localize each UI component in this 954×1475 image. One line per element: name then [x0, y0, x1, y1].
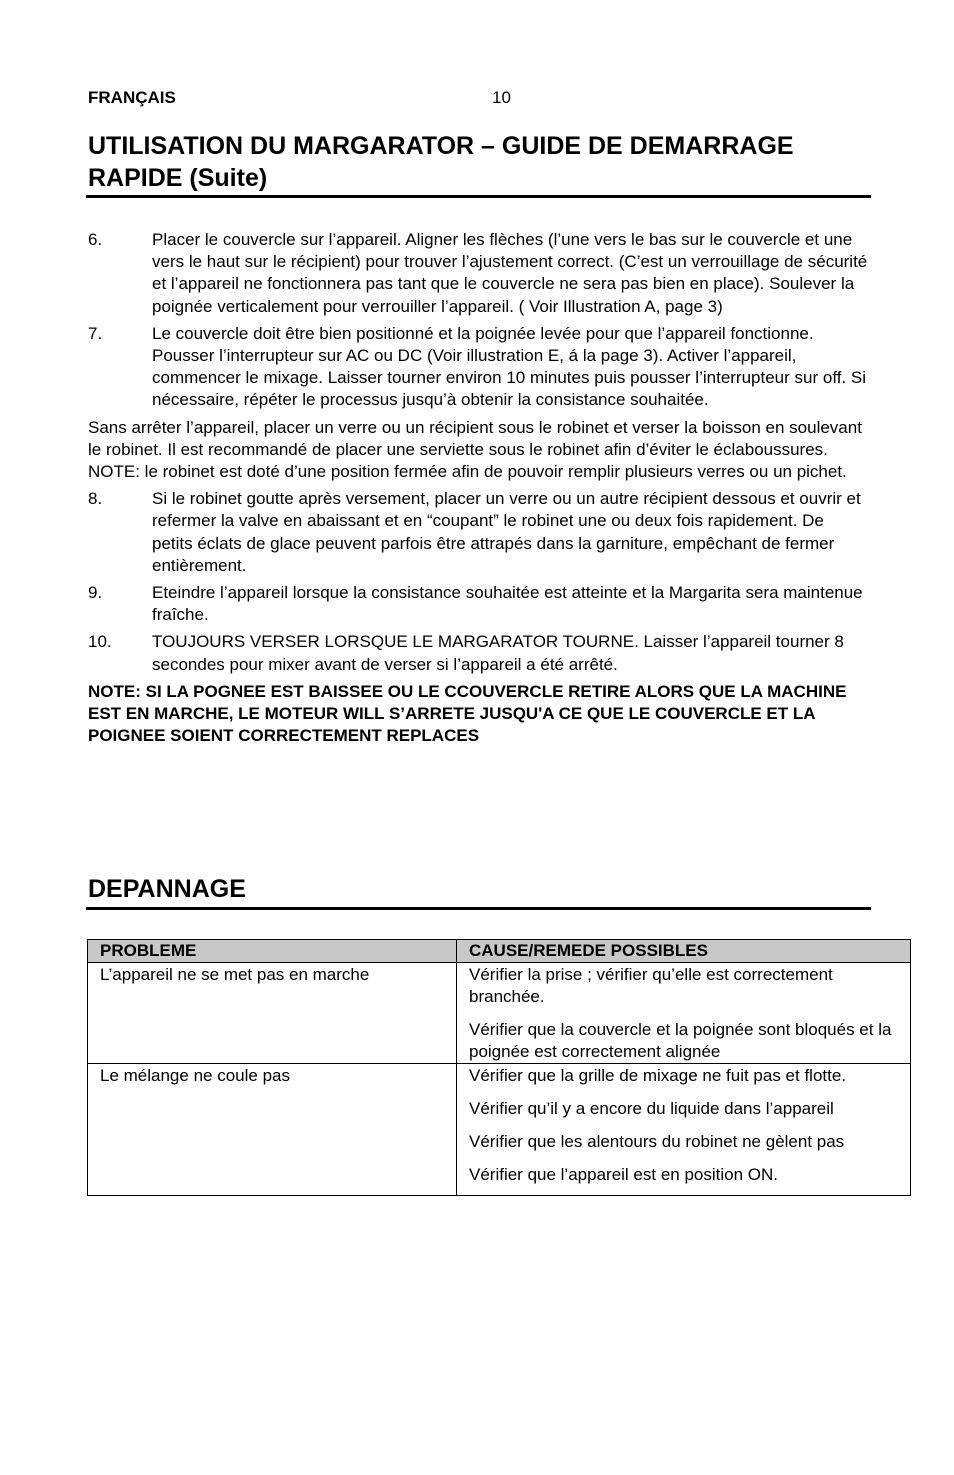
step-item [88, 488, 868, 577]
step-text: Eteindre l’appareil lorsque la consistance souhaitée est atteinte et la Margarita sera maintenue fraîche. [152, 583, 863, 625]
remedy-item: Vérifier que les alentours du robinet ne gèlent pas [469, 1132, 845, 1151]
remedy-item: Vérifier que l’appareil est en position ON. [469, 1165, 778, 1184]
step-item [88, 323, 868, 412]
step-number: 6. [88, 230, 103, 249]
section-title-quick-start: UTILISATION DU MARGARATOR – GUIDE DE DEMARRAGE RAPIDE (Suite) [88, 132, 794, 192]
step-number: 9. [88, 583, 103, 603]
section-title-troubleshooting: DEPANNAGE [88, 875, 246, 903]
remedy-item: Vérifier que la grille de mixage ne fuit pas et flotte. [469, 1066, 847, 1085]
step-text: Placer le couvercle sur l’appareil. Aligner les flèches (l’une vers le bas sur le couvercle et une vers le haut sur le récipient) pour trouver l’ajustement correct. (C’est un verrouillage de sécurité et l’appareil ne fonctionnera pas tant que le couvercle ne sera pas bien en place). Soulever la poignée verticalement pour verrouiller l’appareil. ( Voir Illustration A, page 3) [152, 230, 868, 316]
step-item [88, 582, 868, 626]
remedy-item: Vérifier qu’il y a encore du liquide dans l’appareil [469, 1099, 834, 1118]
pouring-paragraph: Sans arrêter l’appareil, placer un verre ou un récipient sous le robinet et verser la boisson en soulevant le robinet. Il est recommandé de placer une serviette sous le robinet afin d’éviter le éclaboussures. [88, 417, 862, 459]
remedy-item: Vérifier la prise ; vérifier qu’elle est correctement branchée. [469, 965, 833, 1006]
step-text: TOUJOURS VERSER LORSQUE LE MARGARATOR TOURNE. Laisser l’appareil tourner 8 secondes pour mixer avant de verser si l’appareil a été arrêté. [152, 632, 844, 674]
closed-position-note: NOTE: le robinet est doté d’une position fermée afin de pouvoir remplir plusieurs verres ou un pichet. [88, 462, 847, 482]
problem-cell: L’appareil ne se met pas en marche [88, 963, 457, 1064]
safety-warning: NOTE: SI LA POGNEE EST BAISSEE OU LE CCOUVERCLE RETIRE ALORS QUE LA MACHINE EST EN MARCHE, LE MOTEUR WILL S’ARRETE JUSQU'A CE QUE LE COUVERCLE ET LA POIGNEE SOIENT CORRECTEMENT REPLACES [88, 681, 847, 746]
problem-cell: Le mélange ne coule pas [88, 1064, 457, 1196]
column-header-problem: PROBLEME [88, 940, 457, 963]
step-number: 7. [88, 323, 103, 343]
title-underline [86, 907, 871, 910]
remedy-item: Vérifier que la couvercle et la poignée sont bloqués et la poignée est correctement alignée [469, 1020, 892, 1061]
language-label: FRANÇAIS [88, 88, 176, 107]
step-item [88, 229, 868, 318]
page-number: 10 [492, 88, 511, 107]
troubleshooting-table [87, 939, 911, 1196]
step-number: 10. [88, 632, 112, 652]
table-header-row [88, 940, 911, 963]
step-number: 8. [88, 489, 103, 509]
step-text: Si le robinet goutte après versement, placer un verre ou un autre récipient dessous et ouvrir et refermer la valve en abaissant et en “coupant” le robinet une ou deux fois rapidement. De petits éclats de glace peuvent parfois être attrapés dans la garniture, empêchant de fermer entièrement. [152, 489, 861, 575]
table-row [88, 963, 911, 1064]
quick-start-content [88, 229, 868, 747]
remedy-cell [457, 1064, 911, 1196]
remedy-cell [457, 963, 911, 1064]
column-header-remedy: CAUSE/REMEDE POSSIBLES [457, 940, 911, 963]
step-text: Le couvercle doit être bien positionné et la poignée levée pour que l’appareil fonctionne. Pousser l’interrupteur sur AC ou DC (Voir illustration E, á la page 3). Activer l’appareil, commencer le mixage. Laisser tourner environ 10 minutes puis pousser l’interrupteur sur off. Si nécessaire, répéter le processus jusqu’à obtenir la consistance souhaitée. [152, 323, 867, 410]
step-item [88, 631, 868, 675]
table-row [88, 1064, 911, 1196]
title-underline [86, 195, 871, 198]
